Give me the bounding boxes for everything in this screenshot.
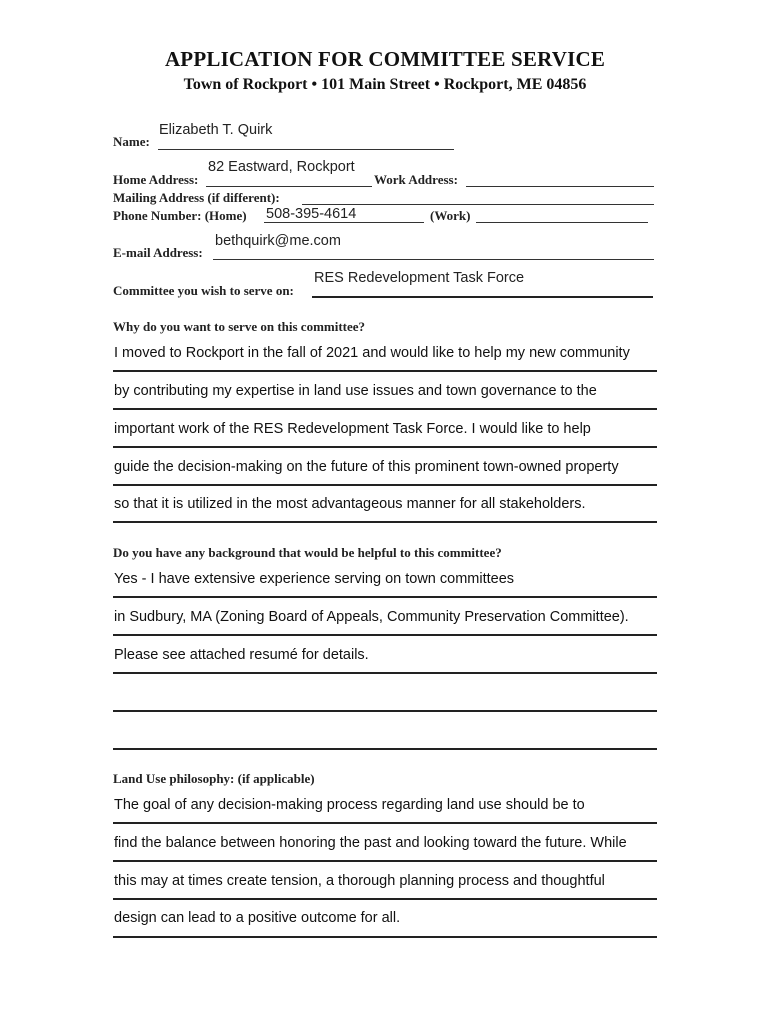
background-answer-line-2[interactable]: in Sudbury, MA (Zoning Board of Appeals, Community Preservation Committee). <box>114 609 629 625</box>
work-address-field[interactable] <box>466 186 654 187</box>
answer-rule <box>113 748 657 750</box>
answer-rule <box>113 446 657 448</box>
why-answer-line-2[interactable]: by contributing my expertise in land use issues and town governance to the <box>114 383 597 399</box>
answer-rule <box>113 408 657 410</box>
form-subtitle: Town of Rockport • 101 Main Street • Rockport, ME 04856 <box>183 76 587 93</box>
why-answer-line-4[interactable]: guide the decision-making on the future of this prominent town-owned property <box>114 459 619 475</box>
answer-rule <box>113 822 657 824</box>
land-use-answer-line-4[interactable]: design can lead to a positive outcome for all. <box>114 910 401 926</box>
answer-rule <box>113 898 657 900</box>
home-address-label: Home Address: <box>113 172 199 187</box>
mailing-address-field[interactable] <box>302 204 654 205</box>
name-field[interactable]: Elizabeth T. Quirk <box>159 122 273 138</box>
land-use-answer-line-1[interactable]: The goal of any decision-making process regarding land use should be to <box>114 797 585 813</box>
phone-work-field[interactable] <box>476 222 648 223</box>
why-answer-line-1[interactable]: I moved to Rockport in the fall of 2021 and would like to help my new community <box>114 345 630 361</box>
home-address-underline <box>206 186 372 187</box>
answer-rule <box>113 860 657 862</box>
background-answer-line-3[interactable]: Please see attached resumé for details. <box>114 647 369 663</box>
email-field[interactable]: bethquirk@me.com <box>215 233 341 249</box>
answer-rule <box>113 370 657 372</box>
answer-rule <box>113 710 657 712</box>
name-label: Name: <box>113 134 150 149</box>
answer-rule <box>113 596 657 598</box>
home-address-field[interactable]: 82 Eastward, Rockport <box>208 159 355 175</box>
committee-field[interactable]: RES Redevelopment Task Force <box>314 270 525 286</box>
answer-rule <box>113 484 657 486</box>
answer-rule <box>113 936 657 938</box>
answer-rule <box>113 634 657 636</box>
phone-work-label: (Work) <box>430 208 471 223</box>
why-answer-line-5[interactable]: so that it is utilized in the most advantageous manner for all stakeholders. <box>114 496 586 512</box>
email-label: E-mail Address: <box>113 245 203 260</box>
committee-underline <box>312 296 653 298</box>
name-underline <box>158 149 454 150</box>
phone-home-field[interactable]: 508-395-4614 <box>266 206 357 222</box>
background-answer-line-1[interactable]: Yes - I have extensive experience serving on town committees <box>114 571 515 587</box>
land-use-answer-line-2[interactable]: find the balance between honoring the past and looking toward the future. While <box>114 835 627 851</box>
why-question-label: Why do you want to serve on this committee? <box>113 319 366 334</box>
land-use-question-label: Land Use philosophy: (if applicable) <box>113 771 315 786</box>
answer-rule <box>113 672 657 674</box>
mailing-address-label: Mailing Address (if different): <box>113 190 280 205</box>
why-answer-line-3[interactable]: important work of the RES Redevelopment Task Force. I would like to help <box>114 421 591 437</box>
answer-rule <box>113 521 657 523</box>
email-underline <box>213 259 654 260</box>
background-question-label: Do you have any background that would be helpful to this committee? <box>113 545 502 560</box>
land-use-answer-line-3[interactable]: this may at times create tension, a thorough planning process and thoughtful <box>114 873 605 889</box>
phone-home-underline <box>264 222 424 223</box>
committee-label: Committee you wish to serve on: <box>113 283 294 298</box>
form-title: APPLICATION FOR COMMITTEE SERVICE <box>164 47 606 71</box>
phone-home-label: Phone Number: (Home) <box>113 208 247 223</box>
work-address-label: Work Address: <box>374 172 458 187</box>
